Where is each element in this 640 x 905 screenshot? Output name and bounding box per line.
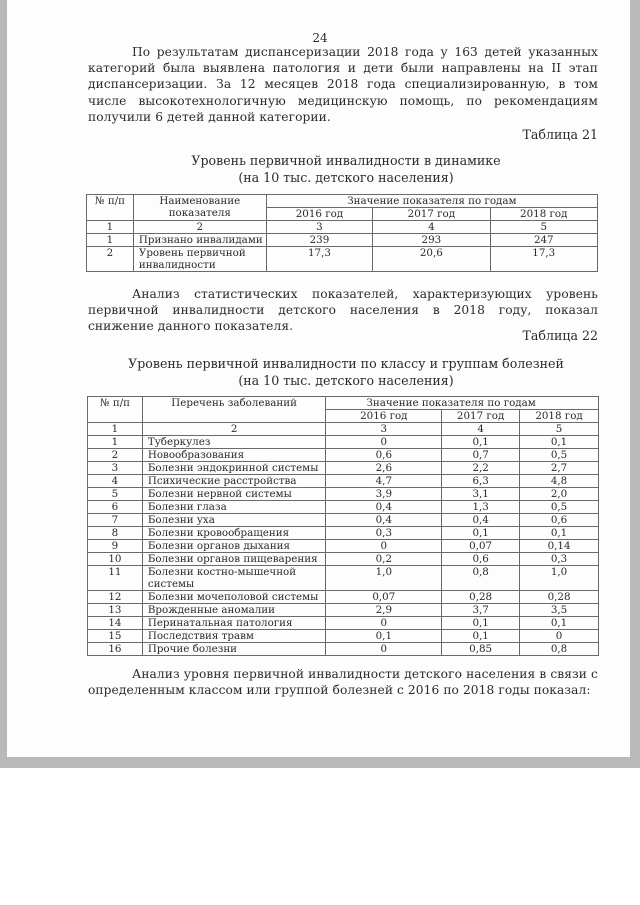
cell-2018: 1,0 [520,566,599,591]
cell-name: Новообразования [142,449,326,462]
cell-name: Болезни глаза [142,501,326,514]
table-22-title-line2: (на 10 тыс. детского населения) [238,372,454,388]
col-number: 2 [142,423,326,436]
cell-num: 12 [88,591,143,604]
page-number: 24 [312,31,328,45]
cell-2017: 0,4 [442,514,520,527]
table-row [88,617,599,630]
cell-2017: 3,1 [442,488,520,501]
cell-2017: 0,1 [442,436,520,449]
cell-2016: 2,6 [326,462,442,475]
cell-num: 14 [88,617,143,630]
cell-name: Болезни органов дыхания [142,540,326,553]
cell-2016: 0,07 [326,591,442,604]
cell-2018: 17,3 [490,247,597,272]
col-number: 1 [87,221,134,234]
cell-2017: 0,1 [442,617,520,630]
cell-2016: 0,4 [326,501,442,514]
col-number: 4 [373,221,490,234]
table-row [87,234,598,247]
column-numbers-row [87,221,598,234]
cell-2018: 0 [520,630,599,643]
cell-2018: 0,3 [520,553,599,566]
cell-num: 2 [87,247,134,272]
cell-2016: 239 [266,234,372,247]
cell-num: 11 [88,566,143,591]
cell-2016: 0 [326,436,442,449]
table-row [88,591,599,604]
header-2018: 2018 год [520,410,599,423]
table-row [88,501,599,514]
cell-num: 15 [88,630,143,643]
cell-2016: 0,2 [326,553,442,566]
cell-num: 3 [88,462,143,475]
cell-2018: 0,1 [520,527,599,540]
table-row [88,436,599,449]
cell-2017: 20,6 [373,247,490,272]
table-21-title [0,153,640,186]
table-row [88,553,599,566]
cell-name: Болезни органов пищеварения [142,553,326,566]
cell-2018: 4,8 [520,475,599,488]
cell-2017: 0,28 [442,591,520,604]
cell-2017: 3,7 [442,604,520,617]
cell-2018: 0,28 [520,591,599,604]
cell-2018: 3,5 [520,604,599,617]
cell-name: Психические расстройства [142,475,326,488]
cell-2017: 0,8 [442,566,520,591]
cell-2016: 3,9 [326,488,442,501]
cell-num: 1 [87,234,134,247]
cell-2017: 1,3 [442,501,520,514]
cell-2018: 0,14 [520,540,599,553]
cell-name: Болезни нервной системы [142,488,326,501]
cell-num: 5 [88,488,143,501]
col-number: 3 [266,221,372,234]
table-row [88,566,599,591]
table-22-title-line1: Уровень первичной инвалидности по классу и группам болезней [128,356,564,371]
cell-name: Перинатальная патология [142,617,326,630]
cell-2018: 0,1 [520,617,599,630]
cell-name: Болезни костно-мышечной системы [142,566,326,591]
cell-num: 7 [88,514,143,527]
header-num: № п/п [88,397,143,423]
header-2016: 2016 год [326,410,442,423]
cell-2016: 0,6 [326,449,442,462]
table-row [88,643,599,656]
cell-2016: 0,1 [326,630,442,643]
header-2018: 2018 год [490,208,597,221]
cell-2018: 2,0 [520,488,599,501]
header-2017: 2017 год [442,410,520,423]
cell-name: Болезни эндокринной системы [142,462,326,475]
col-number: 1 [88,423,143,436]
cell-num: 9 [88,540,143,553]
cell-num: 13 [88,604,143,617]
col-number: 5 [490,221,597,234]
header-values-group: Значение показателя по годам [326,397,599,410]
cell-name: Туберкулез [142,436,326,449]
cell-2017: 293 [373,234,490,247]
cell-name: Уровень первичной инвалидности [133,247,266,272]
cell-num: 6 [88,501,143,514]
table-21-title-line1: Уровень первичной инвалидности в динамике [191,153,501,168]
cell-2016: 1,0 [326,566,442,591]
cell-num: 16 [88,643,143,656]
header-num: № п/п [87,195,134,221]
cell-num: 10 [88,553,143,566]
cell-num: 8 [88,527,143,540]
table-21 [86,194,598,272]
cell-2017: 0,85 [442,643,520,656]
cell-name: Последствия травм [142,630,326,643]
cell-2018: 0,8 [520,643,599,656]
header-values-group: Значение показателя по годам [266,195,597,208]
header-name: Перечень заболеваний [142,397,326,423]
header-2017: 2017 год [373,208,490,221]
column-numbers-row [88,423,599,436]
cell-2018: 0,6 [520,514,599,527]
cell-2017: 0,6 [442,553,520,566]
cell-num: 4 [88,475,143,488]
cell-2017: 6,3 [442,475,520,488]
cell-2016: 2,9 [326,604,442,617]
table-row [88,630,599,643]
cell-2017: 0,1 [442,527,520,540]
cell-num: 1 [88,436,143,449]
paragraph-text: Анализ статистических показателей, характеризующих уровень первичной инвалидности детского населения в 2018 году, показал снижение данного показателя. [88,287,598,334]
table-row [88,475,599,488]
col-number: 3 [326,423,442,436]
col-number: 4 [442,423,520,436]
paragraph-text: По результатам диспансеризации 2018 года у 163 детей указанных категорий была выявлена патология и дети были направлены на II этап диспансеризации. За 12 месяцев 2018 года специализированную, в том числе высокотехнологичную медицинскую помощь, по рекомендациям получили 6 детей данной категории. [88,45,598,124]
cell-2018: 247 [490,234,597,247]
table-21-label: Таблица 21 [522,127,598,142]
paragraph-text: Анализ уровня первичной инвалидности детского населения в связи с определенным классом или группой болезней с 2016 по 2018 годы показал: [88,667,598,698]
table-21-title-line2: (на 10 тыс. детского населения) [238,169,454,185]
cell-2016: 0,3 [326,527,442,540]
cell-2018: 0,5 [520,449,599,462]
table-row [88,488,599,501]
cell-2017: 0,7 [442,449,520,462]
cell-name: Болезни мочеполовой системы [142,591,326,604]
table-row [88,540,599,553]
cell-2018: 0,1 [520,436,599,449]
cell-name: Прочие болезни [142,643,326,656]
cell-2017: 2,2 [442,462,520,475]
cell-2016: 0 [326,540,442,553]
cell-2016: 0,4 [326,514,442,527]
cell-name: Болезни уха [142,514,326,527]
paragraph-analysis-by-class [88,666,598,698]
table-row [88,449,599,462]
cell-name: Врожденные аномалии [142,604,326,617]
table-row [88,604,599,617]
cell-2017: 0,07 [442,540,520,553]
col-number: 5 [520,423,599,436]
cell-num: 2 [88,449,143,462]
header-2016: 2016 год [266,208,372,221]
col-number: 2 [133,221,266,234]
cell-2016: 4,7 [326,475,442,488]
table-row [87,247,598,272]
table-22 [87,396,599,656]
cell-2018: 0,5 [520,501,599,514]
table-row [88,462,599,475]
cell-2016: 17,3 [266,247,372,272]
cell-name: Признано инвалидами [133,234,266,247]
paragraph-dispensary-results [88,44,598,125]
table-22-label: Таблица 22 [522,328,598,343]
cell-2018: 2,7 [520,462,599,475]
cell-2016: 0 [326,643,442,656]
cell-2016: 0 [326,617,442,630]
cell-name: Болезни кровообращения [142,527,326,540]
table-row [88,527,599,540]
table-22-title [0,356,640,389]
cell-2017: 0,1 [442,630,520,643]
header-name: Наименование показателя [133,195,266,221]
table-row [88,514,599,527]
